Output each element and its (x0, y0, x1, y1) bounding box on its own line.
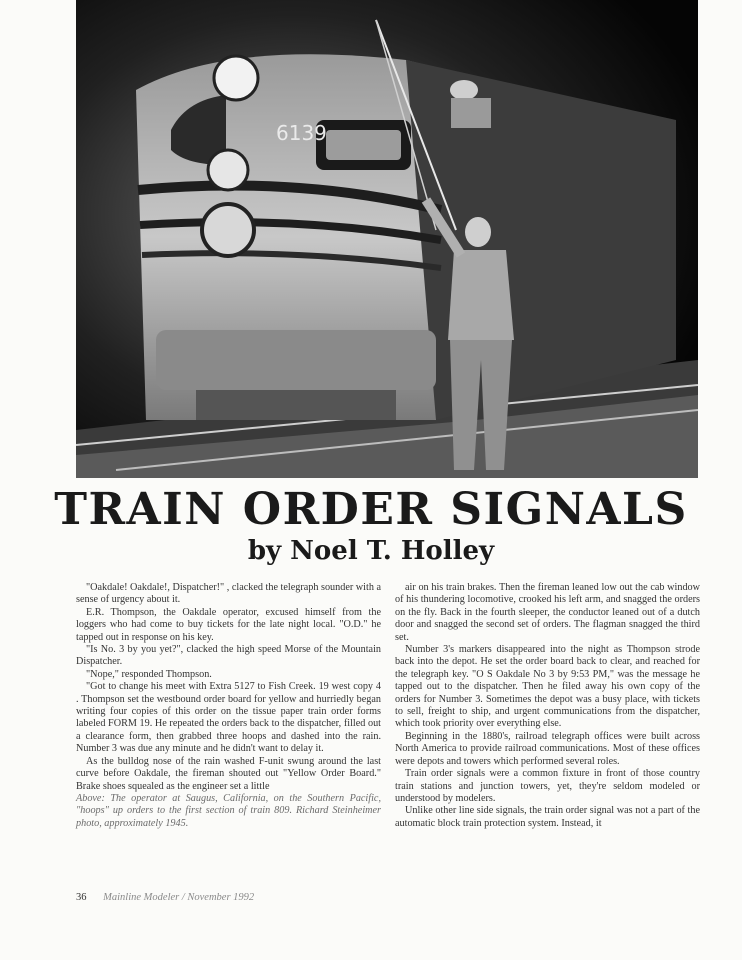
photo-caption: Above: The operator at Saugus, California, on the Southern Pacific, "hoops" up orders to the first section of train 809. Richard Steinheimer photo, approximately 1945. (76, 792, 381, 829)
paragraph: Train order signals were a common fixture in front of those country train stations and junction towers, yet, they're seldom modeled or understood by modelers. (395, 768, 700, 804)
number-board: 6139 (276, 121, 327, 145)
article-byline: by Noel T. Holley (247, 536, 495, 566)
magazine-issue: Mainline Modeler / November 1992 (103, 892, 255, 903)
paragraph: E.R. Thompson, the Oakdale operator, excused himself from the loggers who had come to buy tickets for the late night local. "O.D." he tapped out in response on his key. (76, 606, 381, 643)
page-footer (76, 892, 254, 903)
page-number: 36 (76, 892, 87, 903)
paragraph: As the bulldog nose of the rain washed F-unit swung around the last curve before Oakdale, the fireman shouted out "Yellow Order Board." Brake shoes squealed as the engineer set a little (76, 755, 381, 792)
paragraph: Unlike other line side signals, the train order signal was not a part of the automatic block train protection system. Instead, it (395, 805, 700, 829)
left-column (76, 582, 381, 830)
right-column (395, 582, 700, 830)
paragraph: "Nope," responded Thompson. (86, 668, 212, 680)
paragraph: "Got to change his meet with Extra 5127 to Fish Creek. 19 west copy 4 . Thompson set the westbound order board for yellow and hurriedly began writing four copies of this order on the tissue paper train order forms labeled FORM 19. He repeated the orders back to the dispatcher, filled out a clearance form, then grabbed three hoops and dashed into the rain. Number 3 was due any minute and he didn't want to delay it. (76, 681, 381, 755)
article-title: TRAIN ORDER SIGNALS (54, 484, 688, 535)
cover-photo (76, 0, 698, 478)
paragraph: Beginning in the 1880's, railroad telegraph offices were built across North America to provide railroad communications. Most of these offices were depots and towers which performed several roles. (395, 730, 700, 767)
paragraph: Number 3's markers disappeared into the night as Thompson strode back into the depot. He set the order board back to clear, and reached for the telegraph key. "O S Oakdale No 3 by 9:53 PM," was the message he tapped out to the dispatcher. Then he filed away his own copy of the orders for Number 3. Sometimes the depot was a busy place, with tickets to sell, freight to ship, and urgent communications from the dispatcher, which took priority over everything else. (395, 644, 700, 730)
paragraph: "Is No. 3 by you yet?", clacked the high speed Morse of the Mountain Dispatcher. (76, 644, 381, 668)
paragraph: air on his train brakes. Then the fireman leaned low out the cab window of his thundering locomotive, crooked his left arm, and snagged the orders on the fly. Back in the fourth sleeper, the conductor leaned out of a dutch door and snagged the second set of orders. The flagman snagged the third set. (395, 582, 700, 643)
paragraph: "Oakdale! Oakdale!, Dispatcher!" , clacked the telegraph sounder with a sense of urgency about it. (76, 582, 381, 606)
